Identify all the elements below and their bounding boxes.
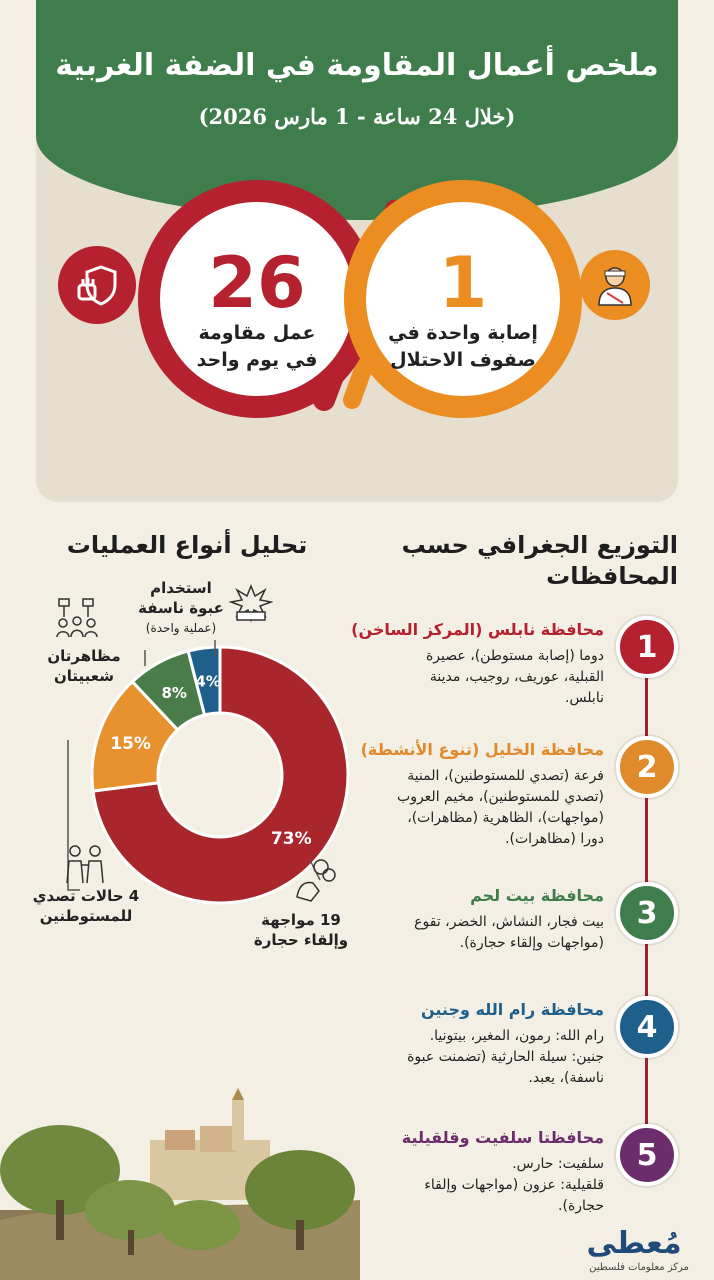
analysis-heading: تحليل أنواع العمليات bbox=[66, 531, 308, 559]
settlers-callout-line-2: للمستوطنين bbox=[39, 907, 133, 925]
governorate-number-1: 1 bbox=[616, 616, 678, 678]
stones-callout bbox=[236, 910, 366, 950]
slice-settlers-label: 15% bbox=[110, 733, 151, 754]
slice-explosive-label: 4% bbox=[195, 672, 221, 691]
explosive-callout-line-2: عبوة ناسفة bbox=[138, 599, 224, 617]
governorate-description-line: نابلس. bbox=[565, 690, 604, 706]
protests-callout bbox=[34, 646, 134, 686]
governorate-description-line: قلقيلية: عزون (مواجهات وإلقاء bbox=[424, 1177, 604, 1193]
governorate-title: محافظة رام الله وجنين bbox=[420, 1000, 604, 1019]
logo-wordmark: مُعطى bbox=[586, 1226, 682, 1261]
governorate-number-4: 4 bbox=[616, 996, 678, 1058]
governorate-number-2: 2 bbox=[616, 736, 678, 798]
governorate-description bbox=[332, 766, 604, 850]
page-subtitle: (خلال 24 ساعة - 1 مارس 2026) bbox=[198, 104, 516, 129]
confrontation-icon bbox=[60, 842, 110, 886]
governorate-description-line: (تصدي للمستوطنين)، مخيم العروب bbox=[397, 789, 604, 805]
injuries-stat bbox=[344, 180, 582, 418]
governorate-description-line: رام الله: رمون، المغير، بيتونيا. bbox=[429, 1028, 604, 1044]
governorate-description-line: (مواجهات وإلقاء حجارة). bbox=[459, 935, 604, 951]
geo-heading-line-2: المحافظات bbox=[546, 562, 678, 590]
governorate-description-line: (مواجهات)، الظاهرية (مظاهرات)، bbox=[407, 810, 604, 826]
logo-tagline: مركز معلومات فلسطين bbox=[589, 1262, 689, 1273]
injured-soldier-icon bbox=[580, 250, 650, 320]
fist-shield-icon bbox=[58, 246, 136, 324]
operations-stat bbox=[138, 180, 376, 418]
explosive-callout bbox=[126, 578, 236, 638]
injuries-label-2: صفوف الاحتلال bbox=[390, 349, 536, 371]
governorate-description-line: سلفيت: حارس. bbox=[512, 1156, 604, 1172]
protests-callout-line-1: مظاهرتان bbox=[47, 647, 121, 665]
explosive-callout-line-1: استخدام bbox=[150, 579, 212, 597]
protests-callout-line-2: شعبيتان bbox=[53, 667, 115, 685]
operations-label-2: في يوم واحد bbox=[196, 349, 318, 371]
page-title: ملخص أعمال المقاومة في الضفة الغربية bbox=[55, 48, 659, 83]
slice-stones-label: 73% bbox=[270, 828, 312, 849]
governorate-description bbox=[332, 912, 604, 954]
protest-icon bbox=[52, 596, 102, 640]
governorate-description-line: دوما (إصابة مستوطن)، عصيرة bbox=[425, 648, 604, 664]
settlers-callout bbox=[28, 886, 144, 926]
governorate-number-5: 5 bbox=[616, 1124, 678, 1186]
governorate-title: محافظة نابلس (المركز الساخن) bbox=[351, 620, 604, 639]
governorate-number-3: 3 bbox=[616, 882, 678, 944]
governorate-description-line: ناسفة)، يعبد. bbox=[528, 1070, 604, 1086]
governorate-description-line: القبلية، عوريف، روجيب، مدينة bbox=[429, 669, 604, 685]
governorate-description-line: دورا (مظاهرات). bbox=[505, 831, 604, 847]
operations-number: 26 bbox=[208, 242, 306, 324]
governorate-description bbox=[332, 1026, 604, 1089]
governorate-title: محافظة الخليل (تنوع الأنشطة) bbox=[360, 740, 604, 759]
governorate-description-line: جنين: سيلة الحارثية (تضمنت عبوة bbox=[407, 1049, 604, 1065]
stone-throwing-icon bbox=[290, 856, 340, 906]
explosive-callout-line-3: (عملية واحدة) bbox=[145, 621, 217, 635]
geo-heading bbox=[378, 530, 678, 592]
stones-callout-line-2: وإلقاء حجارة bbox=[253, 931, 349, 949]
olive-grove-village-illustration bbox=[0, 1060, 360, 1280]
settlers-callout-line-1: 4 حالات تصدي bbox=[32, 887, 140, 905]
governorate-title: محافظتا سلفيت وقلقيلية bbox=[401, 1128, 604, 1147]
governorate-description bbox=[332, 646, 604, 709]
injuries-number: 1 bbox=[438, 242, 488, 324]
governorate-description-line: فرعة (تصدي للمستوطنين)، المنية bbox=[407, 768, 604, 784]
governorate-description bbox=[332, 1154, 604, 1217]
governorate-description-line: حجارة). bbox=[558, 1198, 604, 1214]
stones-callout-line-1: 19 مواجهة bbox=[261, 911, 341, 929]
explosion-icon bbox=[228, 582, 274, 626]
governorate-description-line: بيت فجار، النشاش، الخضر، تقوع bbox=[414, 914, 604, 930]
governorate-title: محافظة بيت لحم bbox=[470, 886, 604, 905]
operations-label-1: عمل مقاومة bbox=[198, 322, 316, 344]
slice-protests-label: 8% bbox=[161, 683, 187, 702]
injuries-label-1: إصابة واحدة في bbox=[388, 322, 538, 344]
geo-heading-line-1: التوزيع الجغرافي حسب bbox=[401, 531, 678, 559]
